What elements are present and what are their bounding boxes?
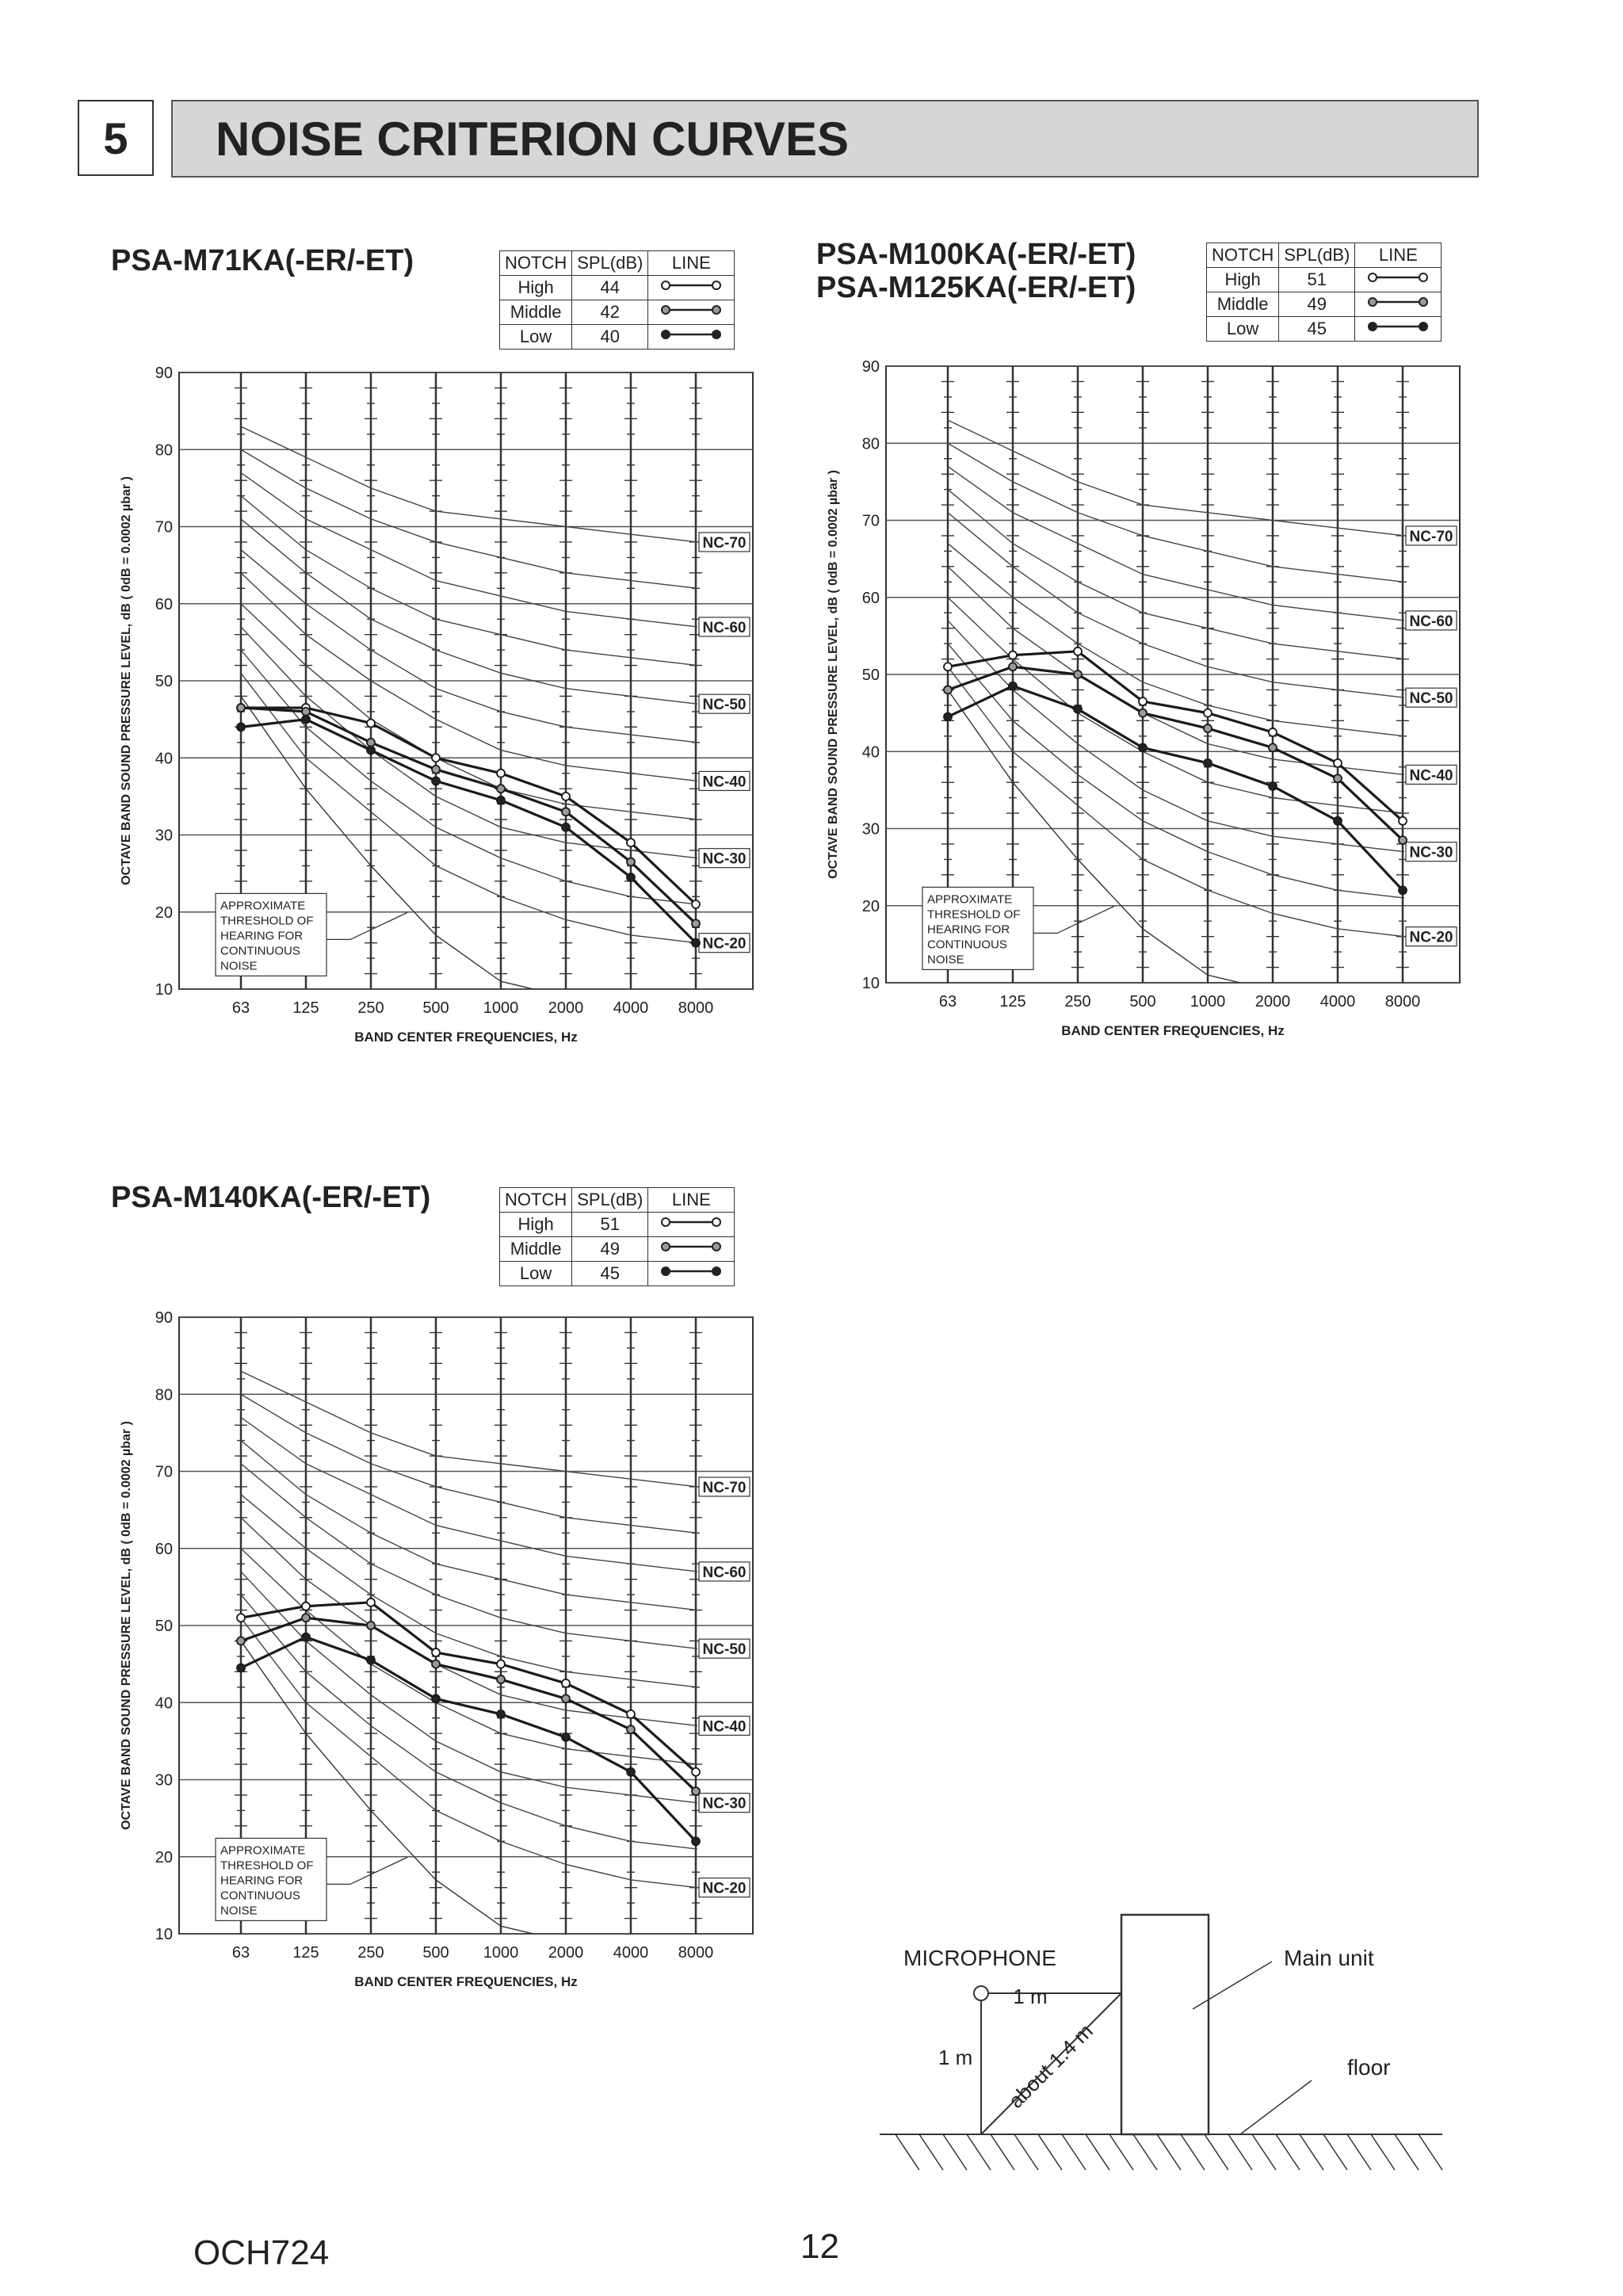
data-point-high (1334, 759, 1342, 767)
data-point-high (367, 719, 375, 727)
data-point-high (302, 1603, 310, 1610)
data-point-middle (1204, 724, 1212, 732)
legend-spl-high: 51 (1279, 268, 1355, 292)
x-tick-label: 8000 (678, 1944, 714, 1962)
data-point-middle (1399, 836, 1407, 844)
x-tick-label: 2000 (548, 1944, 584, 1962)
data-point-high (432, 1648, 440, 1656)
y-axis-label: OCTAVE BAND SOUND PRESSURE LEVEL, dB ( 0dB = 0.0002 µbar ) (120, 1421, 133, 1830)
x-axis-label: BAND CENTER FREQUENCIES, Hz (1061, 1023, 1285, 1038)
y-tick-label: 10 (155, 1926, 173, 1943)
data-point-high (692, 900, 700, 908)
page-number: 12 (800, 2227, 839, 2266)
y-tick-label: 60 (155, 595, 173, 613)
data-point-middle (237, 1637, 245, 1645)
legend-spl-low: 45 (1279, 317, 1355, 342)
data-point-middle (432, 1660, 440, 1668)
legend-header-notch: NOTCH (500, 251, 572, 276)
main-unit-box (1121, 1915, 1209, 2134)
nc-label: NC-60 (1409, 613, 1453, 630)
chart-1 (120, 365, 753, 1045)
legend-notch-low: Low (500, 325, 572, 350)
y-tick-label: 40 (155, 750, 173, 768)
threshold-note-line: APPROXIMATE (220, 899, 306, 913)
legend-spl-low: 40 (572, 325, 648, 350)
legend-spl-middle: 49 (1279, 292, 1355, 317)
threshold-note-line: THRESHOLD OF (220, 1859, 314, 1873)
x-tick-label: 250 (1064, 993, 1091, 1010)
floor-label: floor (1347, 2055, 1391, 2080)
nc-label: NC-50 (702, 1641, 747, 1659)
data-point-middle (627, 858, 635, 866)
x-axis-label: BAND CENTER FREQUENCIES, Hz (354, 1974, 578, 1989)
nc-label: NC-60 (702, 1564, 747, 1581)
y-tick-label: 50 (155, 1618, 173, 1635)
data-point-middle (497, 1675, 505, 1683)
legend-notch-high: High (1207, 268, 1279, 292)
microphone-label: MICROPHONE (903, 1946, 1056, 1970)
floor-leader (1240, 2080, 1312, 2134)
nc-label: NC-70 (1409, 528, 1453, 545)
data-point-low (302, 716, 310, 724)
measurement-setup-diagram (864, 1886, 1450, 2187)
floor-hatch-lines (896, 2134, 1442, 2170)
nc-label: NC-30 (702, 1795, 747, 1813)
chart-2 (827, 358, 1460, 1038)
x-tick-label: 4000 (613, 999, 649, 1017)
legend-header-line: LINE (648, 1188, 735, 1213)
y-tick-label: 10 (155, 981, 173, 999)
y-tick-label: 90 (155, 1309, 173, 1327)
legend-notch-low: Low (1207, 317, 1279, 342)
nc-label: NC-30 (1409, 844, 1453, 861)
y-axis-label: OCTAVE BAND SOUND PRESSURE LEVEL, dB ( 0dB = 0.0002 µbar ) (827, 470, 840, 879)
nc-label: NC-20 (1409, 929, 1453, 946)
data-point-high (1009, 651, 1017, 659)
nc-label: NC-20 (702, 1880, 747, 1897)
data-point-middle (627, 1725, 635, 1733)
legend-spl-high: 51 (572, 1213, 648, 1237)
data-point-middle (237, 704, 245, 712)
legend-spl-middle: 42 (572, 300, 648, 325)
data-point-low (692, 1837, 700, 1845)
nc-label: NC-30 (702, 850, 747, 868)
x-tick-label: 2000 (1254, 993, 1291, 1010)
y-tick-label: 60 (861, 589, 880, 607)
x-tick-label: 500 (422, 999, 449, 1017)
data-point-low (692, 939, 700, 947)
nc-label: NC-50 (702, 697, 747, 714)
data-point-high (1074, 648, 1082, 655)
y-tick-label: 70 (155, 518, 173, 537)
chart-1-title-line: PSA-M71KA(-ER/-ET) (111, 244, 414, 277)
x-tick-label: 63 (938, 993, 957, 1010)
x-tick-label: 2000 (548, 999, 584, 1017)
y-tick-label: 80 (155, 1386, 173, 1404)
threshold-note-line: NOISE (220, 1904, 258, 1918)
x-tick-label: 125 (292, 1944, 319, 1962)
y-tick-label: 80 (155, 441, 173, 460)
data-point-high (627, 839, 635, 846)
data-point-low (432, 777, 440, 785)
data-point-low (237, 1664, 245, 1671)
y-tick-label: 90 (155, 365, 173, 382)
x-tick-label: 63 (231, 1944, 250, 1962)
data-point-low (627, 1768, 635, 1776)
threshold-note-line: APPROXIMATE (220, 1843, 306, 1858)
chart-2-title-line-2: PSA-M125KA(-ER/-ET) (816, 271, 1136, 304)
data-point-low (1269, 782, 1277, 790)
legend-header-notch: NOTCH (1207, 243, 1279, 268)
section-title: NOISE CRITERION CURVES (171, 100, 1479, 178)
y-tick-label: 80 (861, 435, 880, 453)
legend-spl-middle: 49 (572, 1237, 648, 1262)
threshold-note-line: CONTINUOUS (927, 938, 1007, 952)
y-tick-label: 70 (861, 512, 880, 530)
vertical-distance-label: 1 m (938, 2046, 973, 2069)
data-point-middle (944, 686, 952, 693)
y-tick-label: 40 (861, 743, 880, 762)
document-code: OCH724 (193, 2233, 330, 2272)
data-point-middle (562, 808, 570, 816)
threshold-note-line: NOISE (220, 959, 258, 973)
x-tick-label: 8000 (678, 999, 714, 1017)
y-tick-label: 50 (861, 667, 880, 684)
data-point-low (1139, 743, 1147, 751)
data-point-low (367, 1656, 375, 1664)
data-point-middle (1009, 663, 1017, 670)
data-point-middle (367, 1622, 375, 1629)
data-point-high (237, 1614, 245, 1622)
data-point-high (1139, 697, 1147, 705)
chart-3 (120, 1309, 753, 1989)
data-point-low (1074, 705, 1082, 713)
legend-header-notch: NOTCH (500, 1188, 572, 1213)
legend-header-line: LINE (1355, 243, 1442, 268)
floor-hatch (896, 2134, 1442, 2170)
data-point-middle (692, 919, 700, 927)
data-point-low (1204, 759, 1212, 767)
data-point-low (627, 873, 635, 881)
threshold-note-line: APPROXIMATE (927, 892, 1013, 907)
data-point-high (692, 1768, 700, 1776)
legend-notch-middle: Middle (500, 1237, 572, 1262)
x-tick-label: 4000 (1319, 993, 1356, 1010)
data-point-middle (692, 1787, 700, 1795)
diagonal-distance-label: about 1.4 m (1003, 2019, 1098, 2113)
data-point-middle (302, 708, 310, 716)
x-tick-label: 1000 (483, 999, 519, 1017)
data-point-middle (562, 1694, 570, 1702)
data-point-high (432, 754, 440, 762)
data-point-high (497, 1660, 505, 1668)
data-point-high (367, 1599, 375, 1606)
data-point-high (562, 1679, 570, 1687)
data-point-high (562, 793, 570, 800)
threshold-note-line: CONTINUOUS (220, 944, 300, 958)
legend-notch-high: High (500, 276, 572, 300)
threshold-note-line: THRESHOLD OF (220, 914, 314, 928)
y-tick-label: 90 (861, 358, 880, 376)
legend-header-spl: SPL(dB) (572, 1188, 648, 1213)
y-tick-label: 20 (155, 904, 173, 922)
threshold-note-line: NOISE (927, 953, 964, 967)
chart-2-title-line-1: PSA-M100KA(-ER/-ET) (816, 238, 1136, 271)
legend-spl-low: 45 (572, 1262, 648, 1286)
main-unit-label: Main unit (1284, 1946, 1374, 1970)
data-point-middle (367, 739, 375, 747)
data-point-middle (1269, 743, 1277, 751)
nc-label: NC-50 (1409, 690, 1453, 708)
threshold-note-line: CONTINUOUS (220, 1889, 300, 1903)
x-tick-label: 125 (999, 993, 1026, 1010)
legend-notch-high: High (500, 1213, 572, 1237)
x-tick-label: 500 (1129, 993, 1156, 1010)
y-tick-label: 30 (155, 827, 173, 845)
data-point-middle (1074, 670, 1082, 678)
y-tick-label: 30 (861, 820, 880, 839)
y-tick-label: 40 (155, 1694, 173, 1713)
data-point-middle (1334, 774, 1342, 782)
data-point-high (627, 1710, 635, 1718)
nc-label: NC-60 (702, 619, 747, 636)
x-tick-label: 250 (357, 999, 384, 1017)
y-tick-label: 70 (155, 1463, 173, 1481)
data-point-middle (497, 785, 505, 793)
nc-label: NC-20 (702, 935, 747, 953)
horizontal-distance-label: 1 m (1013, 1985, 1048, 2008)
y-axis-label: OCTAVE BAND SOUND PRESSURE LEVEL, dB ( 0dB = 0.0002 µbar ) (120, 476, 133, 885)
nc-label: NC-40 (702, 774, 747, 791)
data-point-low (944, 712, 952, 720)
nc-label: NC-40 (702, 1718, 747, 1736)
data-point-low (562, 823, 570, 831)
legend-notch-middle: Middle (500, 300, 572, 325)
data-point-high (944, 663, 952, 670)
data-point-low (432, 1694, 440, 1702)
nc-label: NC-40 (1409, 767, 1453, 785)
data-point-middle (432, 766, 440, 774)
x-tick-label: 250 (357, 1944, 384, 1962)
legend-notch-low: Low (500, 1262, 572, 1286)
data-point-low (1399, 886, 1407, 894)
microphone-icon (974, 1986, 988, 2000)
data-point-high (1269, 728, 1277, 736)
x-tick-label: 1000 (483, 1944, 519, 1962)
data-point-low (1334, 817, 1342, 825)
y-tick-label: 20 (155, 1848, 173, 1866)
section-number: 5 (78, 100, 154, 176)
data-point-low (562, 1733, 570, 1741)
data-point-high (1399, 817, 1407, 825)
threshold-note-line: THRESHOLD OF (927, 907, 1021, 922)
x-tick-label: 8000 (1384, 993, 1421, 1010)
y-tick-label: 30 (155, 1771, 173, 1790)
data-point-middle (1139, 709, 1147, 717)
data-point-high (497, 770, 505, 777)
data-point-low (302, 1633, 310, 1641)
y-tick-label: 20 (861, 897, 880, 915)
legend-header-line: LINE (648, 251, 735, 276)
x-tick-label: 125 (292, 999, 319, 1017)
x-tick-label: 63 (231, 999, 250, 1017)
y-tick-label: 10 (861, 975, 880, 992)
x-axis-label: BAND CENTER FREQUENCIES, Hz (354, 1030, 578, 1045)
data-point-low (497, 797, 505, 804)
legend-notch-middle: Middle (1207, 292, 1279, 317)
legend-header-spl: SPL(dB) (572, 251, 648, 276)
x-tick-label: 1000 (1190, 993, 1226, 1010)
x-tick-label: 500 (422, 1944, 449, 1962)
y-tick-label: 60 (155, 1540, 173, 1558)
legend-header-spl: SPL(dB) (1279, 243, 1355, 268)
data-point-low (367, 747, 375, 755)
legend-spl-high: 44 (572, 276, 648, 300)
y-tick-label: 50 (155, 673, 173, 690)
data-point-middle (302, 1614, 310, 1622)
data-point-low (497, 1710, 505, 1718)
data-point-low (1009, 682, 1017, 690)
threshold-note-line: HEARING FOR (220, 1874, 304, 1888)
data-point-low (237, 723, 245, 731)
nc-label: NC-70 (702, 534, 747, 552)
threshold-note-line: HEARING FOR (927, 923, 1010, 937)
data-point-high (1204, 709, 1212, 717)
chart-3-title-line: PSA-M140KA(-ER/-ET) (111, 1181, 431, 1214)
x-tick-label: 4000 (613, 1944, 649, 1962)
nc-label: NC-70 (702, 1479, 747, 1496)
threshold-note-line: HEARING FOR (220, 929, 304, 943)
